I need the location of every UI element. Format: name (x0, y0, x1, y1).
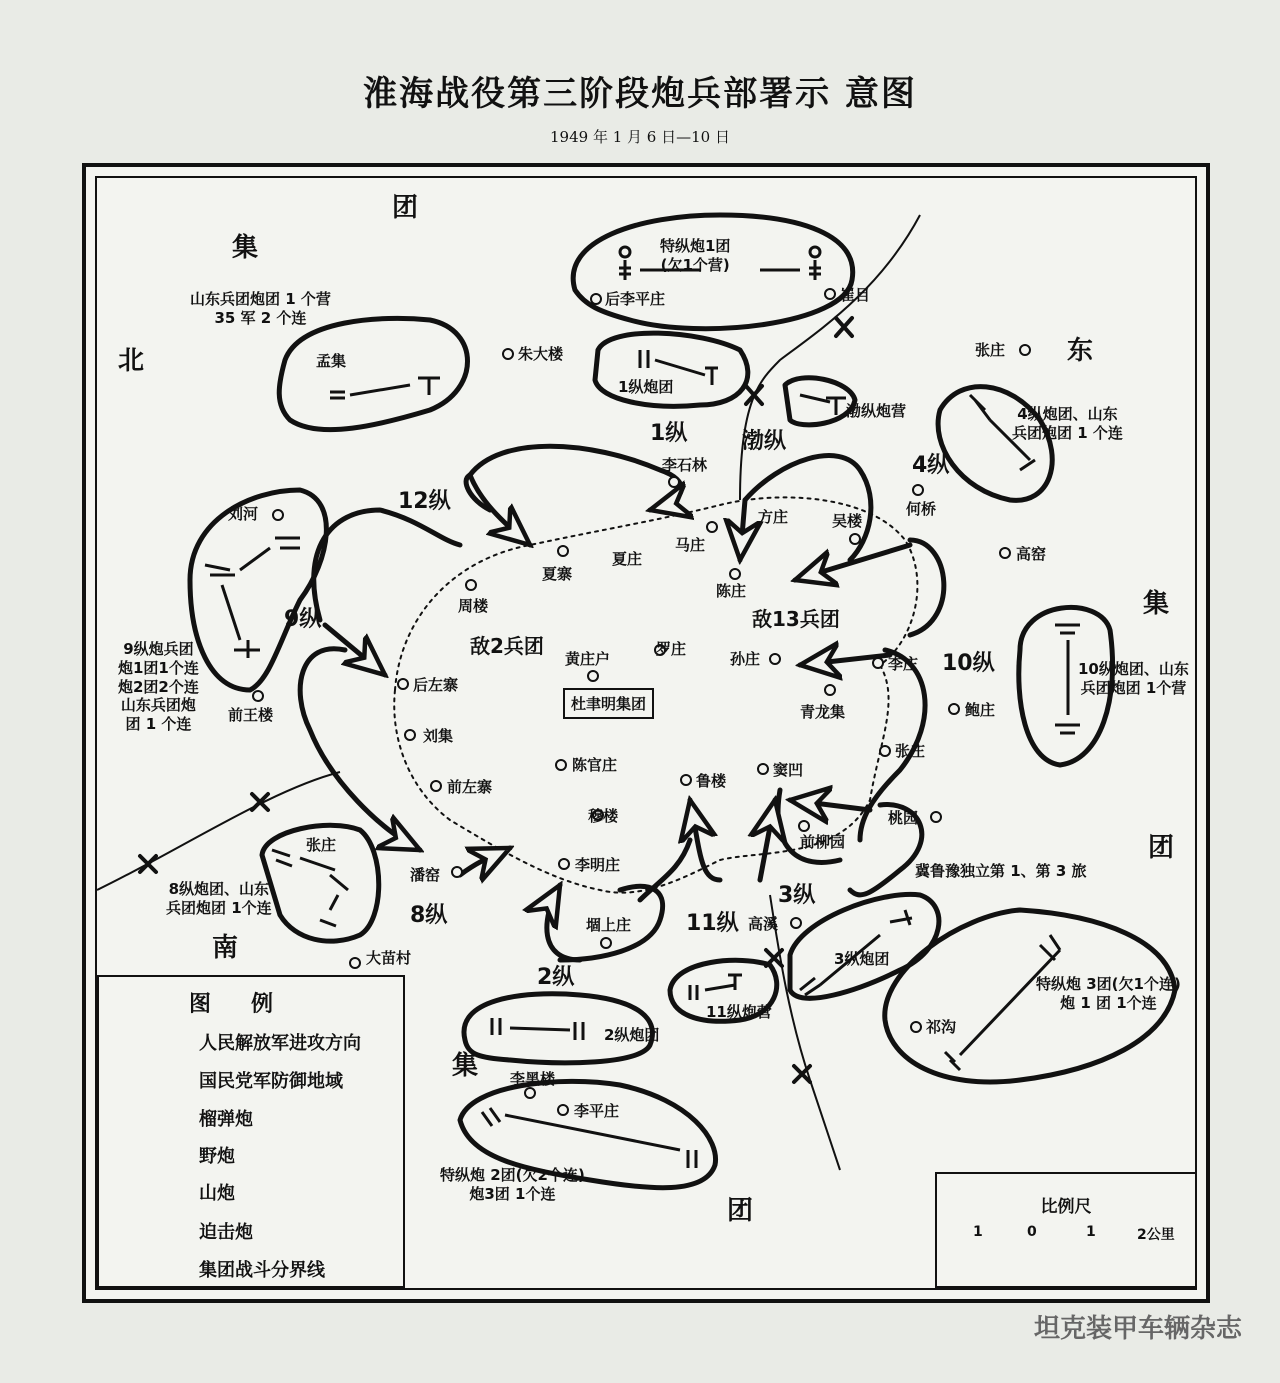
corps-label: 4纵 (912, 453, 950, 478)
artillery-area-4-corps (938, 387, 1052, 501)
legend-item-attack: 人民解放军进攻方向 (199, 1033, 361, 1054)
place-label: 马庄 (675, 536, 706, 554)
watermark: 坦克装甲车辆杂志 (1033, 1314, 1242, 1344)
place-label: 刘河 (228, 505, 259, 523)
artillery-label: 冀鲁豫独立第 1、第 3 旅 (915, 862, 1087, 880)
enemy-label: 敌2兵团 (470, 634, 544, 658)
mortar-icon (222, 585, 260, 658)
corps-label: 2纵 (537, 965, 575, 990)
place-label: 潘窑 (410, 866, 441, 884)
attack-arrow-8-corps (460, 848, 510, 875)
mortar-icon (800, 395, 846, 415)
place-label: 高窑 (1016, 545, 1047, 563)
artillery-area-9-corps (190, 490, 326, 690)
corps-label: 渤纵 (742, 429, 787, 454)
mortar-icon (690, 975, 742, 1000)
artillery-area-bo-corps (785, 378, 855, 425)
attack-arrow-9-corps (314, 510, 460, 620)
place-label: 张庄 (306, 836, 337, 854)
boundary-cross-4 (140, 856, 156, 872)
artillery-label: 11纵炮营 (706, 1003, 772, 1021)
direction-south-group-3: 团 (727, 1196, 754, 1226)
place-label: 李黑楼 (510, 1070, 556, 1088)
place-label: 孟集 (316, 352, 347, 370)
place-label: 崔目 (840, 286, 871, 304)
artillery-label: 山东兵团炮团 1 个营 35 军 2 个连 (190, 290, 331, 327)
place-label: 夏庄 (612, 550, 643, 568)
attack-arrow-bo-corps-2 (740, 500, 745, 560)
place-label: 青龙集 (800, 703, 846, 721)
place-label: 堌上庄 (586, 916, 632, 934)
artillery-label: 8纵炮团、山东 兵团炮团 1个连 (166, 880, 272, 917)
place-label: 高溪 (748, 915, 779, 933)
artillery-label: 特纵炮 3团(欠1个连) 炮 1 团 1个连 (1036, 975, 1181, 1012)
attack-arrow-11-corps-2 (640, 840, 690, 900)
field-gun-icon (330, 385, 410, 398)
scale-box (935, 1172, 1197, 1288)
artillery-label: 10纵炮团、山东 兵团炮团 1个营 (1078, 660, 1189, 697)
legend-item-mortar: 迫击炮 (199, 1222, 253, 1243)
howitzer-icon (620, 247, 630, 257)
attack-arrow-4-corps (910, 540, 944, 635)
map-date-range: 1949 年 1 月 6 日—10 日 (550, 128, 730, 146)
artillery-label: 9纵炮兵团 炮1团1个连 炮2团2个连 山东兵团炮 团 1 个连 (118, 640, 199, 733)
field-gun-icon (1055, 625, 1080, 733)
place-label: 窦凹 (773, 761, 804, 779)
attack-arrow-2-corps (547, 885, 580, 960)
place-label: 何桥 (906, 500, 937, 518)
place-label: 大苗村 (366, 949, 412, 967)
corps-label: 9纵 (284, 607, 322, 632)
place-label: 祁沟 (926, 1018, 957, 1036)
place-label: 鲍庄 (965, 701, 996, 719)
field-gun-icon (492, 1018, 583, 1040)
place-label: 前左寨 (447, 778, 493, 796)
legend-item-defense: 国民党军防御地域 (199, 1071, 343, 1092)
artillery-area-mengji (279, 318, 467, 429)
scale-tick: 1 (1086, 1224, 1096, 1240)
attack-arrow-3-corps-2 (760, 800, 775, 880)
direction-south-group-1: 南 (212, 933, 239, 963)
artillery-label: 4纵炮团、山东 兵团炮团 1 个连 (1012, 405, 1123, 442)
place-label: 穆楼 (588, 807, 619, 825)
scale-tick: 1 (973, 1224, 983, 1240)
legend-item-howitzer: 榴弹炮 (199, 1109, 253, 1130)
legend-item-boundary: 集团战斗分界线 (199, 1260, 325, 1281)
place-label: 后李平庄 (605, 290, 666, 308)
corps-label: 3纵 (778, 883, 816, 908)
place-label: 朱大楼 (518, 345, 564, 363)
place-label: 夏寨 (542, 565, 573, 583)
legend-item-field-gun: 野炮 (199, 1146, 235, 1167)
boundary-line-west (97, 772, 340, 890)
place-label: 李平庄 (574, 1102, 620, 1120)
direction-east-group-1: 东 (1067, 336, 1094, 366)
direction-south-group-2: 集 (452, 1051, 479, 1081)
field-gun-icon (272, 850, 348, 926)
direction-north-group-3: 北 (118, 346, 145, 376)
place-label: 周楼 (458, 597, 489, 615)
direction-north-group-1: 团 (392, 193, 419, 223)
place-label: 李石林 (662, 456, 708, 474)
howitzer-icon (810, 247, 820, 257)
place-label: 罗庄 (656, 640, 687, 658)
place-label: 黄庄户 (565, 650, 611, 668)
place-label: 李庄 (888, 655, 919, 673)
scale-title: 比例尺 (1040, 1197, 1092, 1217)
place-label: 前柳园 (800, 833, 846, 851)
map-title: 淮海战役第三阶段炮兵部署示 意图 (363, 74, 917, 114)
artillery-label: 3纵炮团 (834, 950, 890, 968)
place-label: 鲁楼 (696, 772, 727, 790)
place-label: 陈庄 (716, 582, 747, 600)
corps-label: 8纵 (410, 903, 448, 928)
artillery-label: 特纵炮 2团(欠2个连) 炮3团 1个连 (440, 1166, 585, 1203)
place-label: 方庄 (758, 508, 789, 526)
attack-arrow-12-corps-c (470, 475, 530, 545)
artillery-label: 1纵炮团 (618, 378, 674, 396)
direction-east-group-3: 团 (1148, 833, 1175, 863)
mortar-icon (418, 378, 440, 395)
direction-north-group-2: 集 (232, 233, 259, 263)
map-legend (97, 975, 405, 1288)
place-label: 张庄 (895, 742, 926, 760)
direction-east-group-2: 集 (1143, 589, 1170, 619)
place-label: 张庄 (975, 341, 1006, 359)
corps-label: 1纵 (650, 421, 688, 446)
place-label: 刘集 (423, 727, 454, 745)
place-label: 吴楼 (832, 512, 863, 530)
artillery-label: 特纵炮1团 (欠1个营) (660, 237, 731, 274)
place-label: 孙庄 (730, 650, 761, 668)
scale-tick: 0 (1027, 1224, 1037, 1240)
boundary-cross-2 (746, 386, 762, 404)
legend-item-mountain-gun: 山炮 (199, 1183, 235, 1204)
legend-title: 图例 (188, 992, 313, 1017)
scale-tick: 2公里 (1137, 1227, 1175, 1243)
field-gun-icon (205, 538, 300, 575)
corps-label: 11纵 (686, 911, 739, 936)
attack-arrow-11-corps (690, 800, 720, 880)
artillery-label: 2纵炮团 (604, 1026, 660, 1044)
artillery-label: 渤纵炮营 (846, 402, 907, 420)
enemy-label: 敌13兵团 (752, 607, 840, 631)
place-label: 前王楼 (228, 706, 274, 724)
place-label: 陈官庄 (572, 756, 618, 774)
boundary-cross-1 (836, 318, 852, 336)
attack-arrow-4-corps-2 (795, 545, 910, 580)
corps-label: 10纵 (942, 651, 995, 676)
place-label: 桃园 (888, 809, 919, 827)
attack-arrow-east-lower-2 (790, 800, 870, 810)
corps-label: 12纵 (398, 489, 451, 514)
hq-box: 杜聿明集团 (563, 688, 654, 719)
place-label: 李明庄 (575, 856, 621, 874)
attack-arrow-12-corps-a (470, 446, 681, 510)
place-label: 后左寨 (413, 676, 459, 694)
howitzer-icon (760, 260, 821, 280)
